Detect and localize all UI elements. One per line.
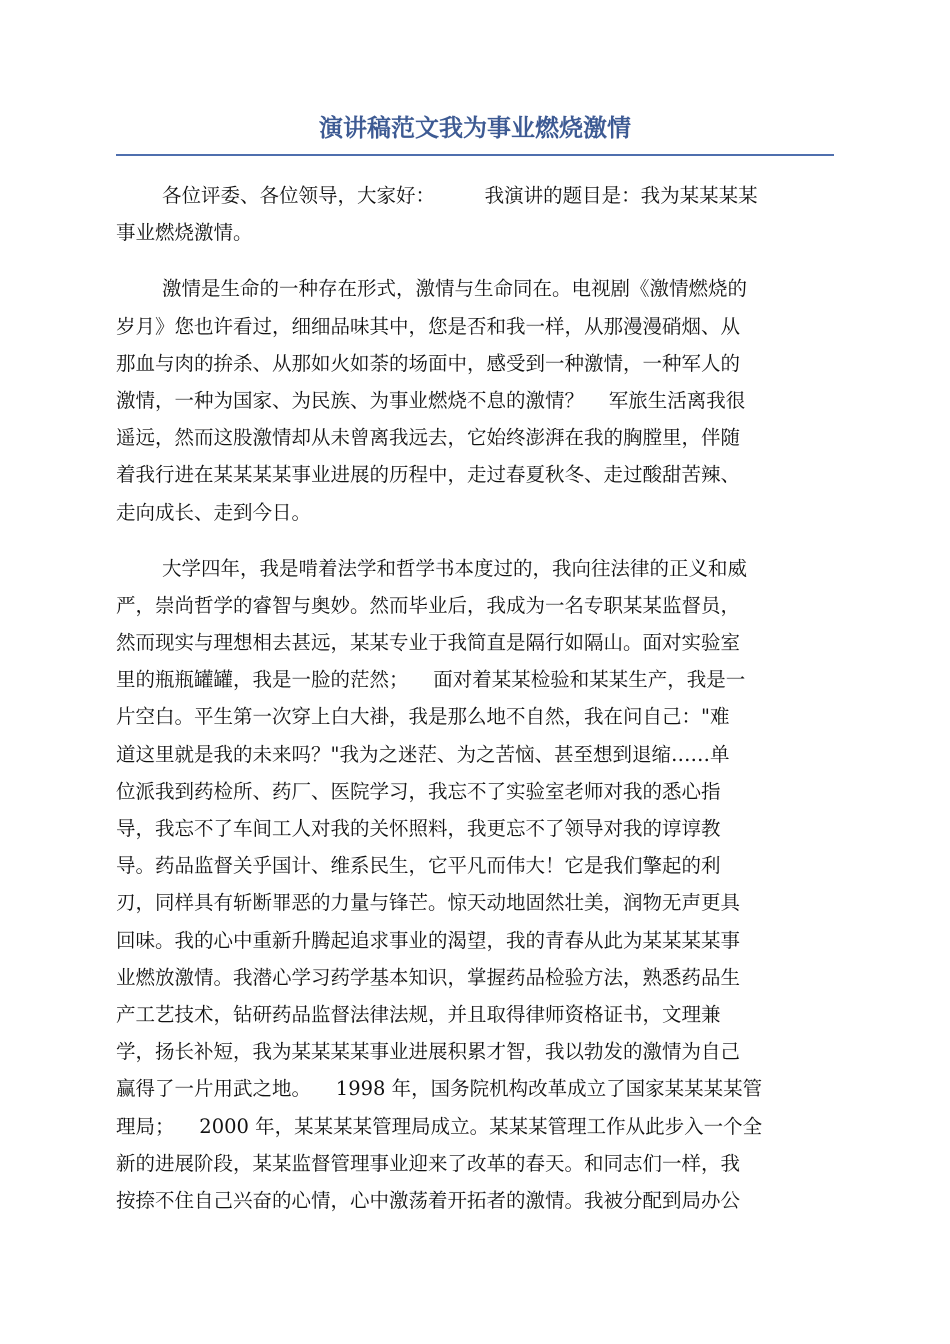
paragraph-university: [116, 550, 834, 1219]
text-line: 激情是生命的一种存在形式，激情与生命同在。电视剧《激情燃烧的: [162, 277, 748, 301]
text-line: 各位评委、各位领导，大家好： 我演讲的题目是：我为某某某某: [162, 184, 758, 207]
text-line: 激情，一种为国家、为民族、为事业燃烧不息的激情？ 军旅生活离我很: [116, 388, 746, 412]
text-line: 业燃放激情。我潜心学习药学基本知识，掌握药品检验方法，熟悉药品生: [116, 965, 741, 989]
paragraph-greeting: [116, 177, 834, 251]
text-line: 里的瓶瓶罐罐，我是一脸的茫然； 面对着某某检验和某某生产，我是一: [116, 668, 746, 692]
text-line: 按捺不住自己兴奋的心情，心中激荡着开拓者的激情。我被分配到局办公: [116, 1188, 741, 1212]
text-line: 片空白。平生第一次穿上白大褂，我是那么地不自然，我在问自己："难: [116, 705, 730, 729]
text-line: 导。药品监督关乎国计、维系民生，它平凡而伟大！它是我们擎起的利: [116, 854, 721, 878]
text-line: 道这里就是我的未来吗？"我为之迷茫、为之苦恼、甚至想到退缩……单: [116, 742, 730, 766]
text-line: 位派我到药检所、药厂、医院学习，我忘不了实验室老师对我的悉心指: [116, 779, 721, 803]
text-line: 理局； 2000 年，某某某某管理局成立。某某某管理工作从此步入一个全: [116, 1114, 763, 1138]
text-line: 赢得了一片用武之地。 1998 年，国务院机构改革成立了国家某某某某管: [116, 1077, 763, 1101]
text-line: 事业燃烧激情。: [116, 221, 253, 245]
text-line: 岁月》您也许看过，细细品味其中，您是否和我一样，从那漫漫硝烟、从: [116, 314, 741, 338]
text-line: 导，我忘不了车间工人对我的关怀照料，我更忘不了领导对我的谆谆教: [116, 817, 721, 840]
title-underline: [116, 154, 834, 156]
document-body: [116, 177, 834, 1238]
text-line: 回味。我的心中重新升腾起追求事业的渴望，我的青春从此为某某某某事: [116, 928, 741, 952]
document-title: 演讲稿范文我为事业燃烧激情: [319, 113, 631, 142]
text-line: 学，扬长补短，我为某某某某事业进展积累才智，我以勃发的激情为自己: [116, 1040, 741, 1064]
text-line: 然而现实与理想相去甚远，某某专业于我简直是隔行如隔山。面对实验室: [116, 631, 741, 655]
text-line: 产工艺技术，钻研药品监督法律法规，并且取得律师资格证书，文理兼: [116, 1002, 721, 1026]
text-line: 那血与肉的拚杀、从那如火如荼的场面中，感受到一种激情，一种军人的: [116, 351, 741, 375]
text-line: 新的进展阶段，某某监督管理事业迎来了改革的春天。和同志们一样，我: [116, 1151, 741, 1175]
text-line: 遥远，然而这股激情却从未曾离我远去，它始终澎湃在我的胸膛里，伴随: [116, 426, 741, 450]
text-line: 大学四年，我是啃着法学和哲学书本度过的，我向往法律的正义和威: [162, 556, 748, 580]
text-line: 走向成长、走到今日。: [116, 500, 312, 524]
text-line: 严，崇尚哲学的睿智与奥妙。然而毕业后，我成为一名专职某某监督员，: [116, 593, 741, 617]
text-line: 着我行进在某某某某事业进展的历程中，走过春夏秋冬、走过酸甜苦辣、: [116, 463, 741, 487]
paragraph-passion: [116, 270, 834, 530]
text-line: 刃，同样具有斩断罪恶的力量与锋芒。惊天动地固然壮美，润物无声更具: [116, 891, 741, 915]
